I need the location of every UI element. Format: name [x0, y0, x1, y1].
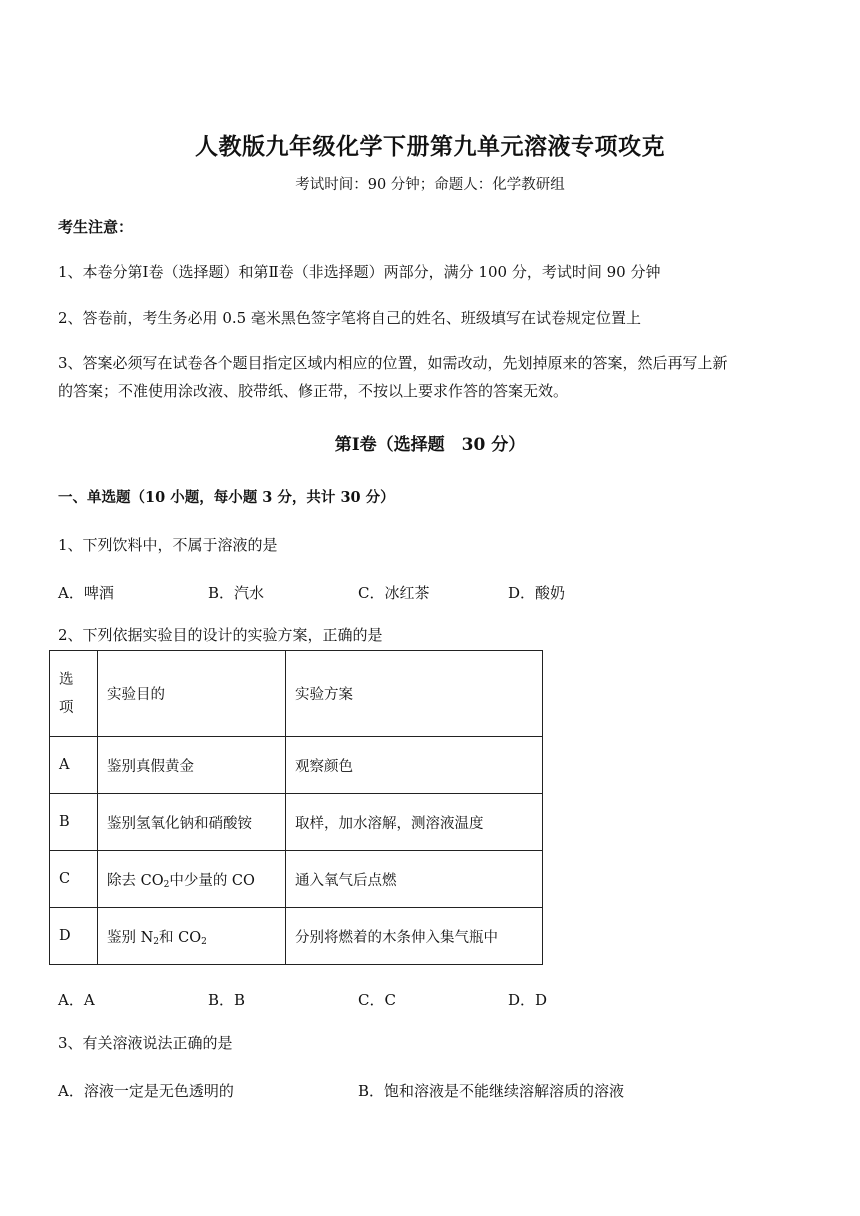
table-header-row [50, 651, 543, 737]
table-header-plan: 实验方案 [286, 651, 543, 737]
notice-item-3-cont: 的答案；不准使用涂改液、胶带纸、修正带，不按以上要求作答的答案无效。 [58, 382, 569, 400]
question-2-option-a: A．A [58, 991, 95, 1009]
table-row [50, 851, 543, 908]
table-cell-option: A [50, 737, 98, 794]
exam-title: 人教版九年级化学下册第九单元溶液专项攻克 [195, 133, 665, 160]
question-2-stem: 2、下列依据实验目的设计的实验方案，正确的是 [58, 626, 383, 644]
question-3-stem: 3、有关溶液说法正确的是 [58, 1034, 233, 1052]
table-header-option: 选项 [50, 651, 98, 737]
table-header-goal: 实验目的 [98, 651, 286, 737]
question-2-option-d: D．D [508, 991, 548, 1009]
part-heading: 一、单选题（10 小题，每小题 3 分，共计 30 分） [58, 489, 395, 506]
question-1-stem: 1、下列饮料中，不属于溶液的是 [58, 536, 278, 554]
table-cell-plan: 分别将燃着的木条伸入集气瓶中 [286, 908, 543, 965]
question-3-option-a: A．溶液一定是无色透明的 [58, 1082, 234, 1100]
table-cell-plan: 观察颜色 [286, 737, 543, 794]
question-1-option-b: B．汽水 [208, 584, 265, 602]
exam-subtitle: 考试时间：90 分钟；命题人：化学教研组 [295, 177, 565, 193]
notice-item-2: 2、答卷前，考生务必用 0.5 毫米黑色签字笔将自己的姓名、班级填写在试卷规定位置上 [58, 309, 641, 327]
notice-heading: 考生注意： [58, 218, 134, 236]
table-cell-goal: 除去 $CO_2$中少量的 CO [98, 851, 286, 908]
section-title: 第Ⅰ卷（选择题 30 分） [334, 435, 526, 455]
table-cell-option: B [50, 794, 98, 851]
table-row [50, 908, 543, 965]
table-cell-goal: 鉴别 $N_2$和 $CO_2$ [98, 908, 286, 965]
table-cell-plan: 取样，加水溶解，测溶液温度 [286, 794, 543, 851]
table-cell-plan: 通入氧气后点燃 [286, 851, 543, 908]
notice-item-1: 1、本卷分第Ⅰ卷（选择题）和第Ⅱ卷（非选择题）两部分，满分 100 分，考试时间 90 分钟 [58, 263, 661, 281]
question-1-option-d: D．酸奶 [508, 584, 566, 602]
notice-item-3: 3、答案必须写在试卷各个题目指定区域内相应的位置，如需改动，先划掉原来的答案，然后再写上新 [58, 354, 728, 372]
question-1-option-a: A．啤酒 [58, 584, 114, 602]
table-cell-goal: 鉴别真假黄金 [98, 737, 286, 794]
table-row [50, 737, 543, 794]
question-3-option-b: B．饱和溶液是不能继续溶解溶质的溶液 [358, 1082, 625, 1100]
table-row [50, 794, 543, 851]
question-2-table [49, 650, 543, 965]
question-2-option-c: C．C [358, 991, 396, 1009]
question-2-option-b: B．B [208, 991, 246, 1009]
table-cell-goal: 鉴别氢氧化钠和硝酸铵 [98, 794, 286, 851]
table-cell-option: C [50, 851, 98, 908]
table-cell-option: D [50, 908, 98, 965]
question-1-option-c: C．冰红茶 [358, 584, 430, 602]
